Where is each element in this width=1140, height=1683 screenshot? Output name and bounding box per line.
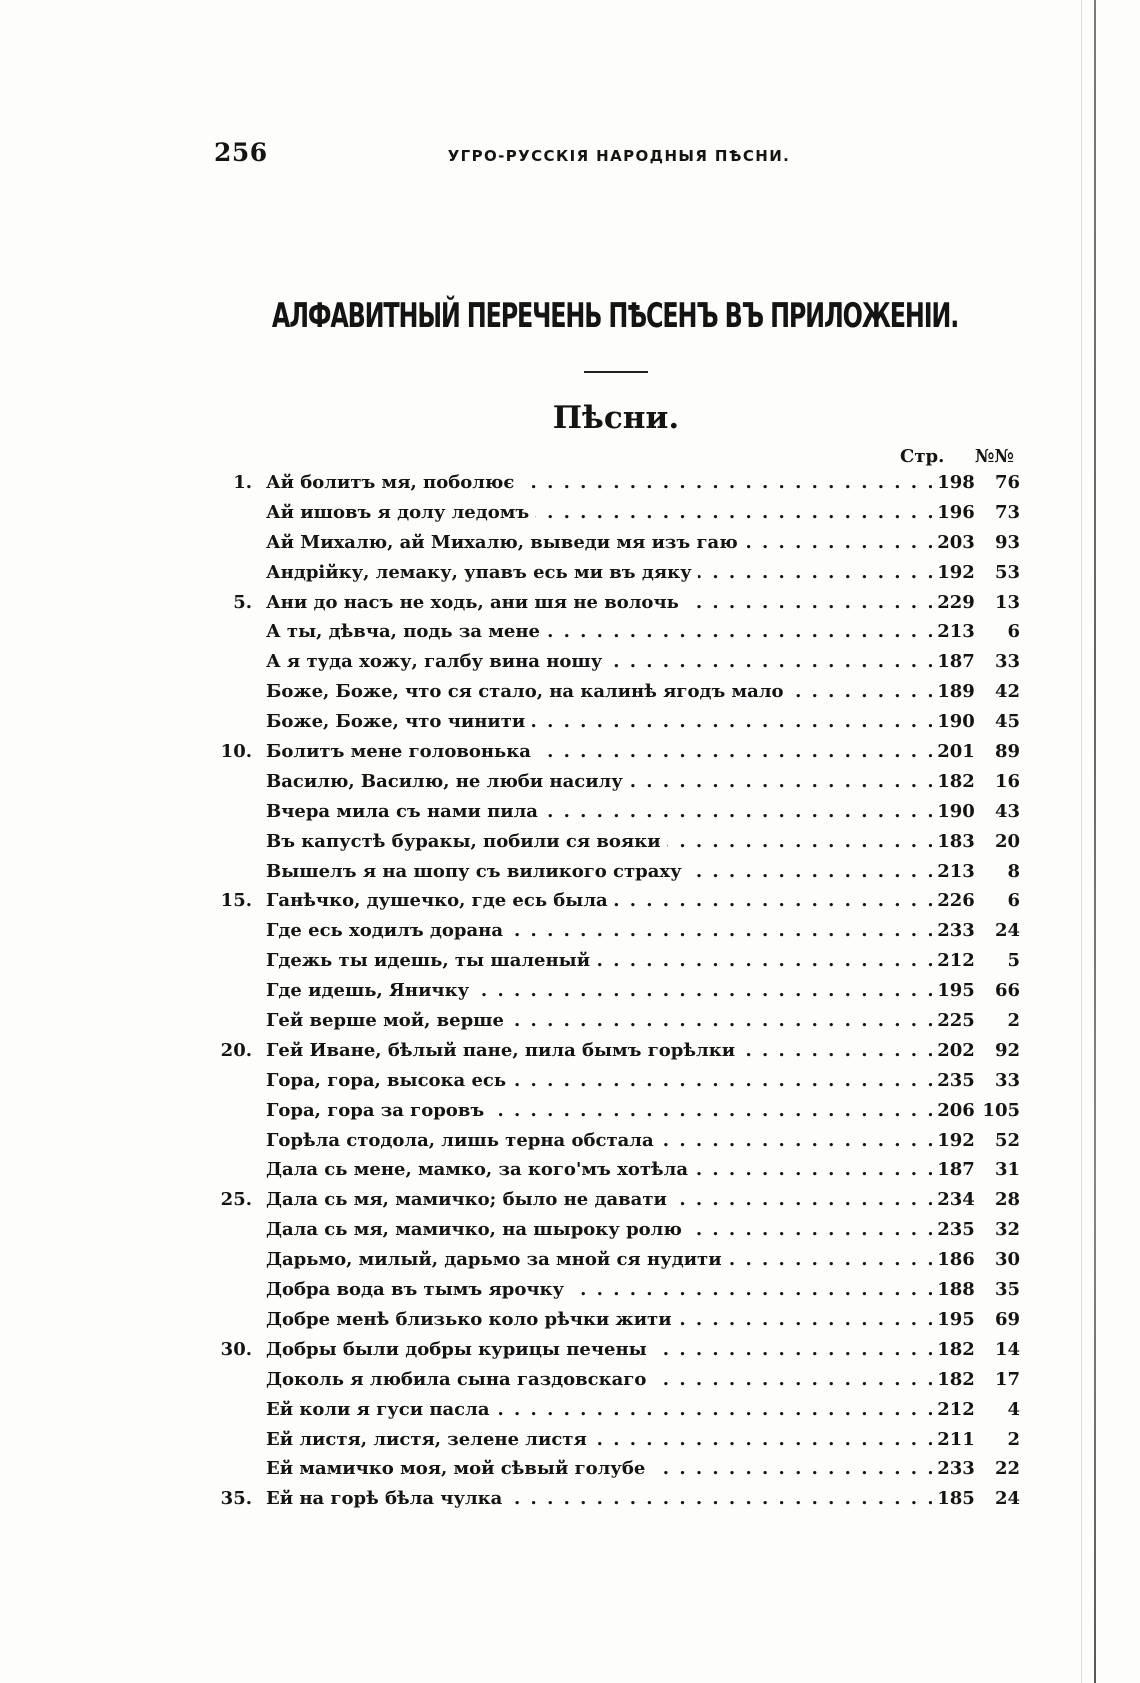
entry-title-with-leader xyxy=(266,588,932,618)
entry-song-number: 89 xyxy=(994,741,1020,763)
entry-page: 186 xyxy=(937,1249,975,1271)
entry-page: 182 xyxy=(937,1368,975,1390)
entry-title-with-leader xyxy=(266,647,932,677)
column-header-page: Стр. xyxy=(900,446,945,467)
entry-ordinal: 1. xyxy=(233,472,252,493)
entry-title-with-leader xyxy=(266,1484,932,1514)
entry-page: 187 xyxy=(937,651,975,673)
entry-title-with-leader xyxy=(266,1305,932,1335)
entry-ordinal: 30. xyxy=(220,1338,252,1360)
entry-title-with-leader xyxy=(266,677,932,707)
page-header xyxy=(214,138,854,174)
entry-title: Добра вода въ тымъ ярочку xyxy=(266,1279,570,1300)
list-item xyxy=(210,886,1020,916)
entry-title-with-leader xyxy=(266,1036,932,1066)
entry-page: 195 xyxy=(937,1308,975,1330)
entry-title-with-leader xyxy=(266,1365,932,1395)
list-item xyxy=(210,647,1020,677)
entry-song-number: 76 xyxy=(994,472,1020,493)
entry-title-with-leader xyxy=(266,1335,932,1365)
entry-page: 187 xyxy=(937,1159,975,1181)
entry-page: 189 xyxy=(937,681,975,703)
list-item xyxy=(210,528,1020,558)
list-item xyxy=(210,827,1020,857)
entry-title-with-leader xyxy=(266,737,932,767)
entry-page: 203 xyxy=(937,531,975,553)
entry-title: Боже, Боже, что чинити xyxy=(266,711,531,732)
entry-title: Ай болитъ мя, поболює xyxy=(266,472,520,493)
list-item xyxy=(210,857,1020,887)
list-item xyxy=(210,498,1020,528)
entry-page: 233 xyxy=(937,920,975,942)
list-item xyxy=(210,558,1020,588)
list-item xyxy=(210,946,1020,976)
list-item xyxy=(210,1155,1020,1185)
entry-title: Ани до насъ не ходь, ани шя не волочь xyxy=(266,592,685,613)
entry-title-with-leader xyxy=(266,1245,932,1275)
entry-title-with-leader xyxy=(266,1395,932,1425)
entry-song-number: 6 xyxy=(1007,890,1020,912)
entry-page: 185 xyxy=(937,1488,975,1510)
entry-page: 202 xyxy=(937,1039,975,1061)
entry-song-number: 92 xyxy=(994,1039,1020,1061)
entry-page: 190 xyxy=(937,711,975,733)
entry-song-number: 35 xyxy=(994,1279,1020,1301)
running-head: УГРО-РУССКІЯ НАРОДНЫЯ ПѢСНИ. xyxy=(447,147,791,165)
entry-title-with-leader xyxy=(266,1454,932,1484)
page-edge-line xyxy=(1081,0,1082,1683)
entry-song-number: 43 xyxy=(994,800,1020,822)
entry-title: Василю, Василю, не люби насилу xyxy=(266,771,629,792)
entry-song-number: 52 xyxy=(994,1129,1020,1151)
entry-title: Дала сь мене, мамко, за кого'мъ хотѣла xyxy=(266,1159,694,1180)
entry-page: 213 xyxy=(937,860,975,882)
list-item xyxy=(210,1484,1020,1514)
page-edge-shadow xyxy=(1094,0,1096,1683)
entry-title-with-leader xyxy=(266,617,932,647)
entry-song-number: 2 xyxy=(1007,1010,1020,1032)
entry-song-number: 30 xyxy=(994,1249,1020,1271)
song-index-list xyxy=(210,468,1020,1514)
entry-title-with-leader xyxy=(266,767,932,797)
list-item xyxy=(210,1335,1020,1365)
entry-page: 235 xyxy=(937,1069,975,1091)
entry-title: А ты, дѣвча, подь за мене xyxy=(266,621,546,642)
entry-song-number: 5 xyxy=(1007,950,1020,972)
entry-page: 235 xyxy=(937,1219,975,1241)
entry-title: Гдежь ты идешь, ты шаленый xyxy=(266,950,596,971)
entry-title-with-leader xyxy=(266,1215,932,1245)
entry-title-with-leader xyxy=(266,707,932,737)
entry-title: Где есь ходилъ дорана xyxy=(266,920,509,941)
entry-page: 198 xyxy=(937,472,975,493)
entry-page: 190 xyxy=(937,800,975,822)
list-item xyxy=(210,1066,1020,1096)
list-item xyxy=(210,1454,1020,1484)
entry-page: 183 xyxy=(937,830,975,852)
list-item xyxy=(210,588,1020,618)
list-item xyxy=(210,1215,1020,1245)
entry-title: Вчера мила съ нами пила xyxy=(266,801,544,822)
entry-title-with-leader xyxy=(266,797,932,827)
entry-title-with-leader xyxy=(266,857,932,887)
entry-page: 211 xyxy=(937,1428,975,1450)
entry-title: Доколь я любила сына газдовскаго xyxy=(266,1369,652,1390)
entry-title: Андрійку, лемаку, упавъ есь ми въ дяку xyxy=(266,562,698,583)
entry-title: Ей коли я гуси пасла xyxy=(266,1399,496,1420)
entry-title: Гей верше мой, верше xyxy=(266,1010,510,1031)
entry-title: Ай ишовъ я долу ледомъ xyxy=(266,502,535,523)
list-item xyxy=(210,1245,1020,1275)
entry-song-number: 32 xyxy=(994,1219,1020,1241)
entry-title: Дала сь мя, мамичко, на шыроку ролю xyxy=(266,1219,688,1240)
entry-title-with-leader xyxy=(266,1096,932,1126)
list-item xyxy=(210,737,1020,767)
entry-title: Гора, гора за горовъ xyxy=(266,1100,490,1121)
entry-song-number: 24 xyxy=(994,1488,1020,1510)
entry-title: Дала сь мя, мамичко; было не давати xyxy=(266,1189,673,1210)
list-item xyxy=(210,1036,1020,1066)
list-item xyxy=(210,1305,1020,1335)
list-item xyxy=(210,976,1020,1006)
list-item xyxy=(210,468,1020,498)
entry-title: Ей мамичко моя, мой сѣвый голубе xyxy=(266,1458,651,1479)
entry-title: Гей Иване, бѣлый пане, пила бымъ горѣлки xyxy=(266,1040,741,1061)
list-item xyxy=(210,1395,1020,1425)
list-item xyxy=(210,1006,1020,1036)
list-item xyxy=(210,797,1020,827)
list-item xyxy=(210,1365,1020,1395)
entry-ordinal: 25. xyxy=(220,1189,252,1211)
entry-song-number: 4 xyxy=(1007,1398,1020,1420)
entry-title-with-leader xyxy=(266,1126,932,1156)
entry-title-with-leader xyxy=(266,558,932,588)
entry-page: 196 xyxy=(937,501,975,523)
entry-title: Боже, Боже, что ся стало, на калинѣ ягодъ мало xyxy=(266,681,790,702)
entry-page: 192 xyxy=(937,1129,975,1151)
entry-title-with-leader xyxy=(266,1006,932,1036)
entry-song-number: 66 xyxy=(994,980,1020,1002)
entry-title: Ганѣчко, душечко, где есь была xyxy=(266,890,614,911)
entry-song-number: 73 xyxy=(994,501,1020,523)
list-item xyxy=(210,707,1020,737)
entry-song-number: 42 xyxy=(994,681,1020,703)
entry-page: 225 xyxy=(937,1010,975,1032)
entry-song-number: 2 xyxy=(1007,1428,1020,1450)
entry-title-with-leader xyxy=(266,1275,932,1305)
entry-title-with-leader xyxy=(266,916,932,946)
entry-song-number: 14 xyxy=(994,1338,1020,1360)
entry-song-number: 93 xyxy=(994,531,1020,553)
entry-title: Добры были добры курицы печены xyxy=(266,1339,653,1360)
entry-song-number: 33 xyxy=(994,1069,1020,1091)
entry-song-number: 28 xyxy=(994,1189,1020,1211)
entry-ordinal: 5. xyxy=(233,591,252,613)
list-item xyxy=(210,1425,1020,1455)
entry-page: 201 xyxy=(937,741,975,763)
list-item xyxy=(210,617,1020,647)
entry-song-number: 17 xyxy=(994,1368,1020,1390)
entry-title-with-leader xyxy=(266,1185,932,1215)
entry-title: Горѣла стодола, лишь терна обстала xyxy=(266,1130,660,1151)
entry-page: 229 xyxy=(937,591,975,613)
entry-title-with-leader xyxy=(266,946,932,976)
list-item xyxy=(210,1126,1020,1156)
entry-title: Гора, гора, высока есь xyxy=(266,1070,512,1091)
entry-page: 182 xyxy=(937,1338,975,1360)
entry-song-number: 13 xyxy=(994,591,1020,613)
entry-song-number: 24 xyxy=(994,920,1020,942)
entry-title-with-leader xyxy=(266,886,932,916)
entry-song-number: 33 xyxy=(994,651,1020,673)
entry-title: А я туда хожу, галбу вина ношу xyxy=(266,651,608,672)
entry-ordinal: 10. xyxy=(220,741,252,763)
entry-title-with-leader xyxy=(266,1066,932,1096)
entry-page: 226 xyxy=(937,890,975,912)
section-title: Пѣсни. xyxy=(552,400,680,436)
entry-ordinal: 20. xyxy=(220,1039,252,1061)
entry-page: 195 xyxy=(937,980,975,1002)
list-item xyxy=(210,1185,1020,1215)
entry-title: Где идешь, Яничку xyxy=(266,980,475,1001)
entry-page: 212 xyxy=(937,1398,975,1420)
entry-song-number: 53 xyxy=(994,561,1020,583)
entry-page: 206 xyxy=(937,1099,975,1121)
title-divider xyxy=(584,371,648,373)
entry-page: 234 xyxy=(937,1189,975,1211)
entry-song-number: 20 xyxy=(994,830,1020,852)
entry-song-number: 69 xyxy=(994,1308,1020,1330)
index-title: АЛФАВИТНЫЙ ПЕРЕЧЕНЬ ПѢСЕНЪ ВЪ ПРИЛОЖЕНІИ. xyxy=(271,296,959,336)
entry-page: 212 xyxy=(937,950,975,972)
entry-title: Въ капустѣ буракы, побили ся вояки xyxy=(266,831,667,852)
entry-title: Вышелъ я на шопу съ виликого страху xyxy=(266,861,688,882)
entry-song-number: 31 xyxy=(994,1159,1020,1181)
list-item xyxy=(210,916,1020,946)
entry-song-number: 22 xyxy=(994,1458,1020,1480)
entry-title: Ей листя, листя, зелене листя xyxy=(266,1429,593,1450)
entry-song-number: 16 xyxy=(994,770,1020,792)
entry-title: Ай Михалю, ай Михалю, выведи мя изъ гаю xyxy=(266,532,744,553)
entry-title: Дарьмо, милый, дарьмо за мной ся нудити xyxy=(266,1249,728,1270)
list-item xyxy=(210,677,1020,707)
list-item xyxy=(210,1096,1020,1126)
list-item xyxy=(210,1275,1020,1305)
list-item xyxy=(210,767,1020,797)
entry-title-with-leader xyxy=(266,468,932,498)
entry-title-with-leader xyxy=(266,1425,932,1455)
entry-title-with-leader xyxy=(266,1155,932,1185)
entry-ordinal: 15. xyxy=(220,890,252,912)
entry-title-with-leader xyxy=(266,528,932,558)
entry-song-number: 105 xyxy=(982,1099,1020,1121)
entry-page: 213 xyxy=(937,621,975,643)
entry-title: Болитъ мене головонька xyxy=(266,741,537,762)
entry-title-with-leader xyxy=(266,976,932,1006)
entry-song-number: 6 xyxy=(1007,621,1020,643)
entry-song-number: 45 xyxy=(994,711,1020,733)
page-number: 256 xyxy=(214,138,268,167)
entry-title-with-leader xyxy=(266,827,932,857)
entry-page: 182 xyxy=(937,770,975,792)
column-header-number: №№ xyxy=(974,446,1014,467)
entry-ordinal: 35. xyxy=(220,1488,252,1510)
entry-page: 188 xyxy=(937,1279,975,1301)
entry-page: 233 xyxy=(937,1458,975,1480)
entry-page: 192 xyxy=(937,561,975,583)
entry-title: Ей на горѣ бѣла чулка xyxy=(266,1488,508,1509)
entry-title: Добре менѣ близько коло рѣчки жити xyxy=(266,1309,678,1330)
entry-song-number: 8 xyxy=(1007,860,1020,882)
entry-title-with-leader xyxy=(266,498,932,528)
